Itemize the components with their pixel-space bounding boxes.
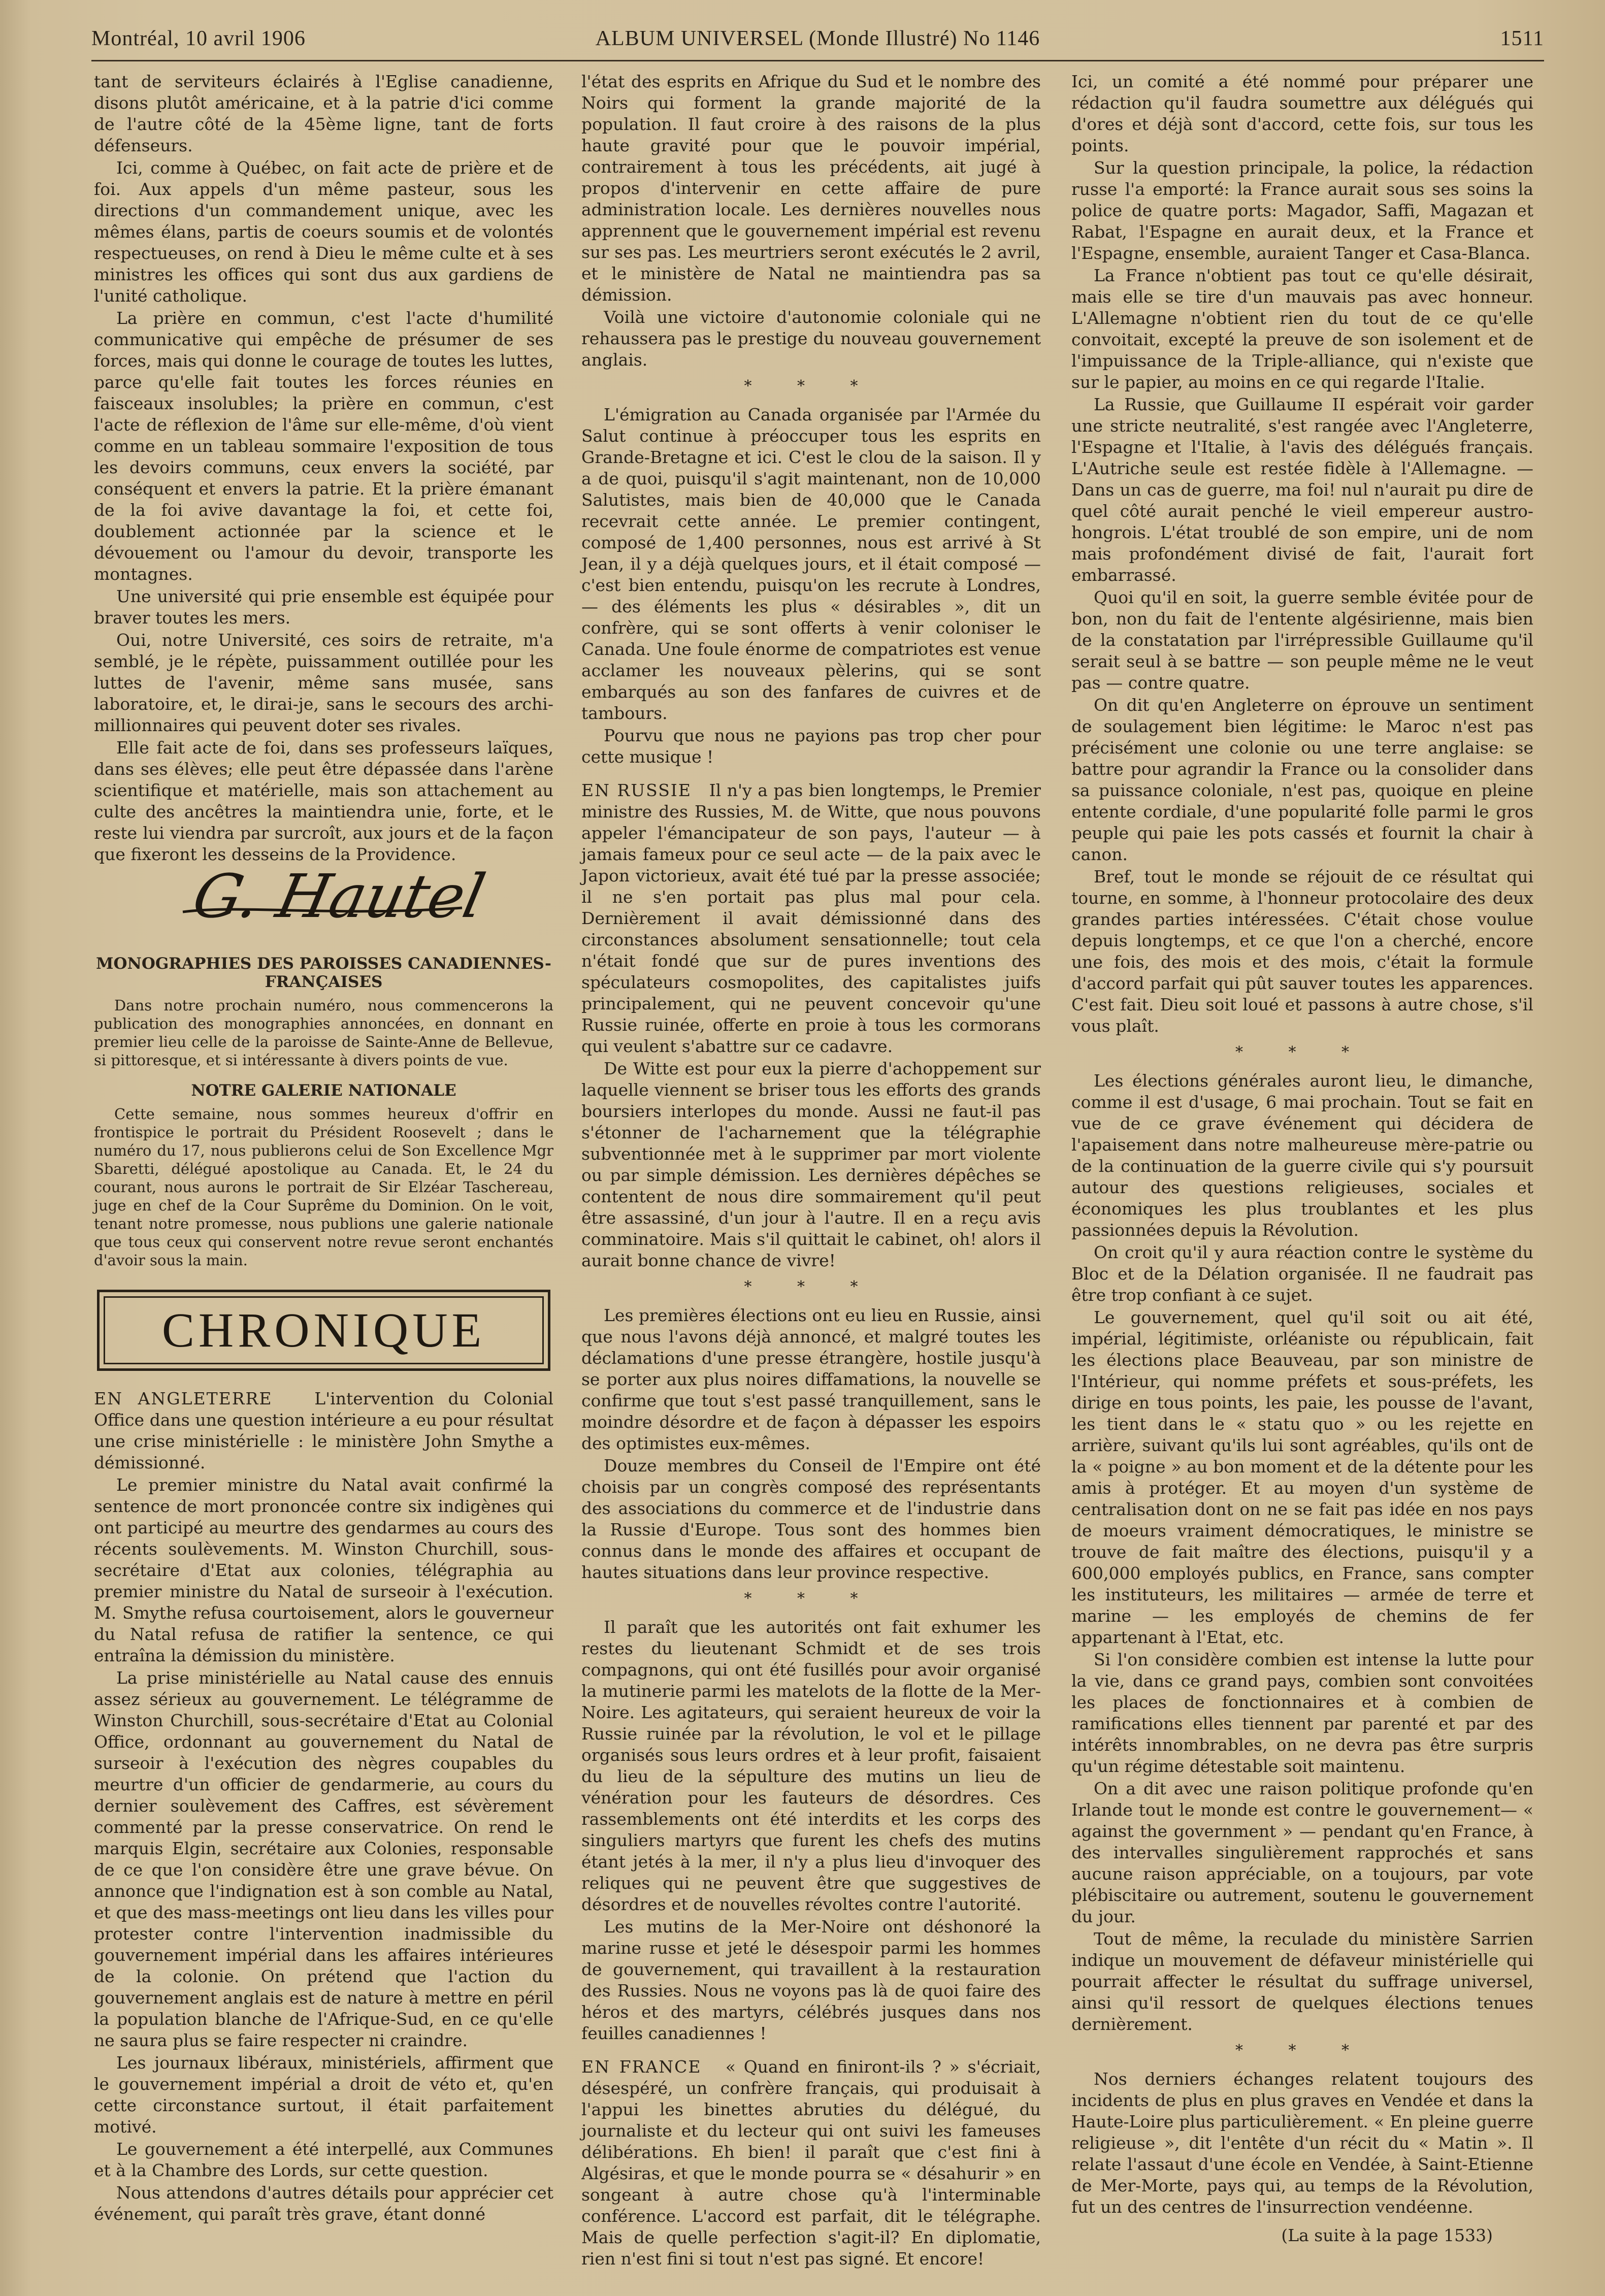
paragraph: tant de serviteurs éclairés à l'Eglise canadienne, disons plutôt américaine, et à la patrie d'ici comme de l'autre côté de la 45ème ligne, tant de forts défenseurs. bbox=[94, 72, 553, 155]
paragraph: La prière en commun, c'est l'acte d'humilité communicative qui empêche de présumer de ses forces, mais qui donne le courage de toutes les luttes, parce qu'elle fait toutes les forces réunies en faisceaux insolubles; la prière en commun, c'est l'acte de réflexion de l'âme sur elle-même, d'où vient comme en un tableau sommaire l'exposition de tous les devoirs communs, ceux envers la société, par conséquent et envers la patrie. Et la prière émanant de la foi avive davantage la foi, et cette foi, doublement actionnée par la science et le dévouement ou l'amour du devoir, transporte les montagnes. bbox=[94, 308, 553, 584]
galerie-notice: Cette semaine, nous sommes heureux d'offrir en frontispice le portrait du Président Roosevelt ; dans le numéro du 17, nous publierons celui de Son Excellence Mgr Sbaretti, délégué apostolique au Canada. Et, le 24 du courant, nous aurons le portrait de Sir Elzéar Taschereau, juge en chef de la Cour Suprême du Dominion. On le voit, tenant notre promesse, nous publions une galerie nationale que tous ceux qui conservent notre revue seront enchantés d'avoir sous la main. bbox=[94, 1105, 553, 1269]
section-label-france: EN FRANCE bbox=[581, 2057, 702, 2077]
section-label-russie: EN RUSSIE bbox=[581, 780, 692, 800]
paragraph: « Quand en finiront-ils ? » s'écriait, désespéré, un confrère français, qui produisait à l'appui les binettes abruties du délégué, du journaliste et du lecteur qui ont suivi les fameuses délibérations. Eh bien! il paraît que c'est fini à Algésiras, et que le monde pourra se « désahurir » en songeant à autre chose qu'à l'interminable conférence. L'accord est parfait, dit le télégraphe. Mais de quelle perfection s'agit-il? En diplomatie, rien n'est fini si tout n'est pas signé. Et encore! bbox=[581, 2057, 1041, 2269]
paragraph: Si l'on considère combien est intense la lutte pour la vie, dans ce grand pays, combien sont convoitées les places de fonctionnaires et à combien de ramifications elles tiennent par parenté et par des intérêts innombrables, on ne devra pas être surpris qu'un régime détestable soit maintenu. bbox=[1071, 1650, 1533, 1776]
author-signature: G. Hautel bbox=[187, 861, 491, 931]
section-separator: * * * bbox=[744, 1278, 878, 1296]
monographies-heading: MONOGRAPHIES DES PAROISSES CANADIENNES-FRANÇAISES bbox=[96, 955, 551, 991]
russie-lead bbox=[581, 780, 1041, 1057]
column-2 bbox=[581, 71, 1041, 2271]
paragraph: Les journaux libéraux, ministériels, affirment que le gouvernement impérial a droit de véto et, qu'en cette circonstance surtout, il était parfaitement motivé. bbox=[94, 2053, 553, 2137]
section-separator: * * * bbox=[1235, 2042, 1370, 2059]
galerie-heading: NOTRE GALERIE NATIONALE bbox=[191, 1081, 456, 1100]
running-head bbox=[91, 26, 1544, 57]
paragraph: Ici, comme à Québec, on fait acte de prière et de foi. Aux appels d'un même pasteur, sous les directions d'un commandement unique, avec les mêmes élans, partis de coeurs soumis et de volontés respectueuses, on rend à Dieu le même culte et à ses ministres les offices qui sont dus aux gardiens de l'unité catholique. bbox=[94, 158, 553, 306]
paragraph: Sur la question principale, la police, la rédaction russe l'a emporté: la France aurait sous ses soins la police de quatre ports: Magador, Saffi, Magazan et Rabat, l'Espagne en aurait deux, et la France et l'Espagne, ensemble, auraient Tanger et Casa-Blanca. bbox=[1071, 158, 1533, 263]
section-separator: * * * bbox=[1235, 1043, 1370, 1061]
paragraph: La France n'obtient pas tout ce qu'elle désirait, mais elle se tire d'un mauvais pas avec honneur. L'Allemagne n'obtient rien du tout de ce qu'elle convoitait, excepté la preuve de son isolement et de l'impuissance de la Triple-alliance, qui n'existe que sur le papier, au moins en ce qui regarde l'Italie. bbox=[1071, 266, 1533, 392]
paragraph: Le gouvernement, quel qu'il soit ou ait été, impérial, légitimiste, orléaniste ou républicain, fait les élections place Beauveau, par son ministre de l'Intérieur, qui nomme préfets et sous-préfets, les dirige en tous points, les paie, les pousse de l'avant, les tient dans le « statu quo » ou les rejette en arrière, suivant qu'ils lui sont agréables, qu'ils ont de la « poigne » au bon moment et de la détente pour les amis à protéger. Et au moyen d'un système de centralisation dont on ne se fait pas idée en nos pays de moeurs vraiment démocratiques, le ministre se trouve de fait maître des élections, puisqu'il y a 600,000 employés publics, en France, sans compter les instituteurs, les militaires — armée de terre et marine — les employés de chemins de fer appartenant à l'Etat, etc. bbox=[1071, 1307, 1533, 1647]
paragraph: L'émigration au Canada organisée par l'Armée du Salut continue à préoccuper tous les esprits en Grande-Bretagne et ici. C'est le clou de la saison. Il y a de quoi, puisqu'il s'agit maintenant, non de 10,000 Salutistes, mais bien de 40,000 que le Canada recevrait cette année. Le premier contingent, composé de 1,400 personnes, nous est arrivé à St Jean, il y a déjà quelques jours, et il était composé — c'est bien entendu, puisqu'on les recrute à Londres, — des éléments les plus « désirables », dit un confrère, qui se sont offerts à venir coloniser le Canada. Une foule énorme de compatriotes est venue acclamer les nouveaux pèlerins, qui se sont embarqués au son des fanfares de cuivres et de tambours. bbox=[581, 405, 1041, 723]
paragraph: On croit qu'il y aura réaction contre le système du Bloc et de la Délation organisée. Il ne faudrait pas être trop confiant à ce sujet. bbox=[1071, 1242, 1533, 1305]
paragraph: Il paraît que les autorités ont fait exhumer les restes du lieutenant Schmidt et de ses trois compagnons, qui ont été fusillés pour avoir organisé la mutinerie parmi les matelots de la flotte de la Mer-Noire. Les agitateurs, qui seraient heureux de voir la Russie ruinée par la révolution, le vol et le pillage organisés sous leurs ordres et à leur profit, faisaient du lieu de la sépulture des mutins un lieu de vénération pour les fauteurs de désordres. Ces rassemblements ont été interdits et les corps des singuliers martyrs que furent les chefs des mutins étant jetés à la mer, il n'y a plus lieu d'invoquer des reliques qui ne peuvent être que suggestives de désordres et de nouvelles révoltes contre l'autorité. bbox=[581, 1617, 1041, 1914]
chronique-banner bbox=[97, 1290, 550, 1371]
france-lead bbox=[581, 2056, 1041, 2270]
paragraph: Bref, tout le monde se réjouit de ce résultat qui tourne, en somme, à l'honneur protocolaire des deux grandes parties intéressées. C'était chose voulue depuis longtemps, et ce que l'on a cherché, encore une fois, des mois et des mois, c'était la formule d'accord parfait qui pût sauver toutes les apparences. C'est fait. Dieu soit loué et passons à autre chose, s'il vous plaît. bbox=[1071, 867, 1533, 1036]
paragraph: On a dit avec une raison politique profonde qu'en Irlande tout le monde est contre le gouvernement— « against the government » — pendant qu'en France, à des intervalles singulièrement rapprochés et sans aucune raison appréciable, on a toujours, par vote plébiscitaire ou autrement, soutenu le gouvernement du jour. bbox=[1071, 1779, 1533, 1926]
paragraph: Il n'y a pas bien longtemps, le Premier ministre des Russies, M. de Witte, que nous pouvons appeler l'émancipateur de son pays, l'auteur — à jamais fameux pour ce seul acte — de la paix avec le Japon victorieux, avait été tué par la presse associée; il ne s'en portait pas plus mal pour cela. Dernièrement il avait démissionné dans des circonstances absolument sensationnelle; tout cela n'était fondé que sur de pures inventions des spéculateurs cosmopolites, des capitalistes juifs principalement, qui ne peuvent concevoir qu'une Russie ruinée, offerte en proie à tous les cormorans qui veulent s'abattre sur ce cadavre. bbox=[581, 780, 1041, 1056]
paragraph: Nous attendons d'autres détails pour apprécier cet événement, qui paraît très grave, étant donné bbox=[94, 2183, 553, 2224]
page-number: 1511 bbox=[1500, 27, 1544, 50]
paragraph: Voilà une victoire d'autonomie coloniale qui ne rehaussera pas le prestige du nouveau gouvernement anglais. bbox=[581, 307, 1041, 370]
angleterre-lead bbox=[94, 1388, 553, 1473]
continued-notice: (La suite à la page 1533) bbox=[1281, 2225, 1493, 2245]
paragraph: On dit qu'en Angleterre on éprouve un sentiment de soulagement bien légitime: le Maroc n'est pas précisément une colonie ou une terre anglaise: se battre pour agrandir la France ou la consolider dans sa puissance coloniale, n'est pas, quoique en pleine entente cordiale, d'une popularité folle parmi le gros peuple qui paie les pots cassés et fournit la chair à canon. bbox=[1071, 695, 1533, 864]
paragraph: Les élections générales auront lieu, le dimanche, comme il est d'usage, 6 mai prochain. Tout se fait en vue de ce grave événement qui décidera de l'apaisement dans notre malheureuse mère-patrie ou de la continuation de la guerre civile qui s'y poursuit autour des questions religieuses, sociales et économiques les plus troublantes et les plus passionnées depuis la Révolution. bbox=[1071, 1071, 1533, 1240]
section-separator: * * * bbox=[744, 377, 878, 395]
monographies-notice: Dans notre prochain numéro, nous commencerons la publication des monographies annoncées, en donnant en premier lieu celle de la paroisse de Sainte-Anne de Bellevue, si pittoresque, et si intéressante à divers points de vue. bbox=[94, 997, 553, 1069]
paragraph: l'état des esprits en Afrique du Sud et le nombre des Noirs qui forment la grande majorité de la population. Il faut croire à des raisons de la plus haute gravité pour que le pouvoir impérial, contrairement à tous les précédents, ait jugé à propos d'intervenir en cette affaire de pure administration locale. Les dernières nouvelles nous apprennent que le gouvernement impérial est revenu sur ses pas. Les meurtriers seront exécutés le 2 avril, et le ministère de Natal ne maintiendra pas sa démission. bbox=[581, 72, 1041, 305]
publication-title: ALBUM UNIVERSEL (Monde Illustré) No 1146 bbox=[595, 27, 1040, 50]
section-separator: * * * bbox=[744, 1590, 878, 1608]
paragraph: De Witte est pour eux la pierre d'achoppement sur laquelle viennent se briser tous les efforts des grands boursiers interlopes du monde. Aussi ne faut-il pas s'étonner de l'acharnement que la télégraphie subventionnée met à le supprimer par mort violente ou par simple démission. Les dernières dépêches se contentent de nous dire sommairement qu'il peut être assassiné, d'un jour à l'autre. Il en a reçu avis comminatoire. Mais s'il quittait le cabinet, oh! alors il aurait bonne chance de vivre! bbox=[581, 1059, 1041, 1270]
column-1 bbox=[94, 71, 553, 2226]
paragraph: Pourvu que nous ne payions pas trop cher pour cette musique ! bbox=[581, 726, 1041, 767]
paragraph: Quoi qu'il en soit, la guerre semble évitée pour de bon, non du fait de l'entente algésirienne, mais bien de la constatation par l'irrépressible Guillaume qu'il serait seul à se battre — son peuple même ne le veut pas — contre quatre. bbox=[1071, 587, 1533, 693]
paragraph: Ici, un comité a été nommé pour préparer une rédaction qu'il faudra soumettre aux délégués qui d'ores et déjà sont d'accord, cette fois, sur tous les points. bbox=[1071, 72, 1533, 155]
paragraph: Le premier ministre du Natal avait confirmé la sentence de mort prononcée contre six indigènes qui ont participé au meurtre des gendarmes au cours des récents soulèvements. M. Winston Churchill, sous-secrétaire d'Etat aux colonies, télégraphia au premier ministre du Natal de surseoir à l'exécution. M. Smythe refusa courtoisement, alors le gouverneur du Natal refusa de ratifier la sentence, ce qui entraîna la démission du ministère. bbox=[94, 1475, 553, 1665]
paragraph: Oui, notre Université, ces soirs de retraite, m'a semblé, je le répète, puissamment outillée pour les luttes de l'avenir, même sans musée, sans laboratoire, et, le dirai-je, sans le secours des archi-millionnaires qui peuvent doter ses rivales. bbox=[94, 630, 553, 735]
paragraph: Une université qui prie ensemble est équipée pour braver toutes les mers. bbox=[94, 586, 553, 628]
paragraph: La Russie, que Guillaume II espérait voir garder une stricte neutralité, s'est rangée avec l'Angleterre, l'Espagne et l'Italie, à l'avis des délégués français. L'Autriche seule est restée fidèle à l'Allemagne. — Dans un cas de guerre, ma foi! nul n'aurait pu dire de quel côté aurait penché le vieil empereur austro-hongrois. L'état troublé de son empire, uni de nom mais profondément divisé de fait, l'aurait fort embarrassé. bbox=[1071, 395, 1533, 585]
paragraph: Tout de même, la reculade du ministère Sarrien indique un mouvement de défaveur ministérielle qui pourrait affecter le résultat du suffrage universel, ainsi qu'il ressort de quelques élections tenues dernièrement. bbox=[1071, 1929, 1533, 2034]
paragraph: La prise ministérielle au Natal cause des ennuis assez sérieux au gouvernement. Le télégramme de Winston Churchill, sous-secrétaire d'Etat au Colonial Office, ordonnant au gouvernement du Natal de surseoir à l'exécution des nègres coupables du meurtre d'un officier de gendarmerie, au cours du dernier soulèvement des Caffres, est sévèrement commenté par la presse conservatrice. On rend le marquis Elgin, secrétaire aux Colonies, responsable de ce que l'on considère être une grave bévue. On annonce que l'indignation est à son comble au Natal, et que des mass-meetings ont lieu dans les villes pour protester contre l'intervention inadmissible du gouvernement impérial dans les affaires intérieures de la colonie. On prétend que l'action du gouvernement anglais est de nature à mettre en péril la population blanche de l'Afrique-Sud, en ce qu'elle ne saura plus se faire respecter ni craindre. bbox=[94, 1668, 553, 2050]
paragraph: Les premières élections ont eu lieu en Russie, ainsi que nous l'avons déjà annoncé, et malgré toutes les déclamations d'une presse étrangère, hostile jusqu'à se porter aux plus noires diffamations, la nouvelle se confirme que tout s'est passé tranquillement, sans le moindre désordre et de façon à dépasser les espoirs des optimistes eux-mêmes. bbox=[581, 1305, 1041, 1453]
paragraph: Douze membres du Conseil de l'Empire ont été choisis par un congrès composé des représentants des associations du commerce et de l'industrie dans la Russie d'Europe. Tous sont des hommes bien connus dans le monde des affaires et occupant de hautes situations dans leur province respective. bbox=[581, 1456, 1041, 1582]
paragraph: Le gouvernement a été interpellé, aux Communes et à la Chambre des Lords, sur cette question. bbox=[94, 2139, 553, 2180]
paragraph: Nos derniers échanges relatent toujours des incidents de plus en plus graves en Vendée et dans la Haute-Loire plus particulièrement. « En pleine guerre religieuse », dit l'entête d'un récit du « Matin ». Il relate l'assaut d'une école en Vendée, à Saint-Etienne de Mer-Morte, pays qui, au temps de la Révolution, fut un des centres de l'insurrection vendéenne. bbox=[1071, 2069, 1533, 2217]
paragraph: Les mutins de la Mer-Noire ont déshonoré la marine russe et jeté le désespoir parmi les hommes de gouvernement, qui travaillent à la restauration des Russies. Nous ne voyons pas là de quoi faire des héros et des martyrs, célébrés jusques dans nos feuilles canadiennes ! bbox=[581, 1917, 1041, 2043]
issue-date: Montréal, 10 avril 1906 bbox=[91, 27, 306, 50]
section-label-angleterre: EN ANGLETERRE bbox=[94, 1389, 273, 1408]
chronique-title: CHRONIQUE bbox=[161, 1303, 486, 1357]
header-rule bbox=[91, 60, 1544, 61]
column-3 bbox=[1071, 71, 1533, 2246]
paragraph: Elle fait acte de foi, dans ses professeurs laïques, dans ses élèves; elle peut être dépassée dans l'arène scientifique et matérielle, mais son attachement au culte des ancêtres la maintiendra unie, forte, et le reste lui viendra par surcroît, aux jours et de la façon que fixeront les desseins de la Providence. bbox=[94, 738, 553, 864]
paragraph: L'intervention du Colonial Office dans une question intérieure a eu pour résultat une crise ministérielle : le ministère John Smythe a démissionné. bbox=[94, 1389, 553, 1472]
